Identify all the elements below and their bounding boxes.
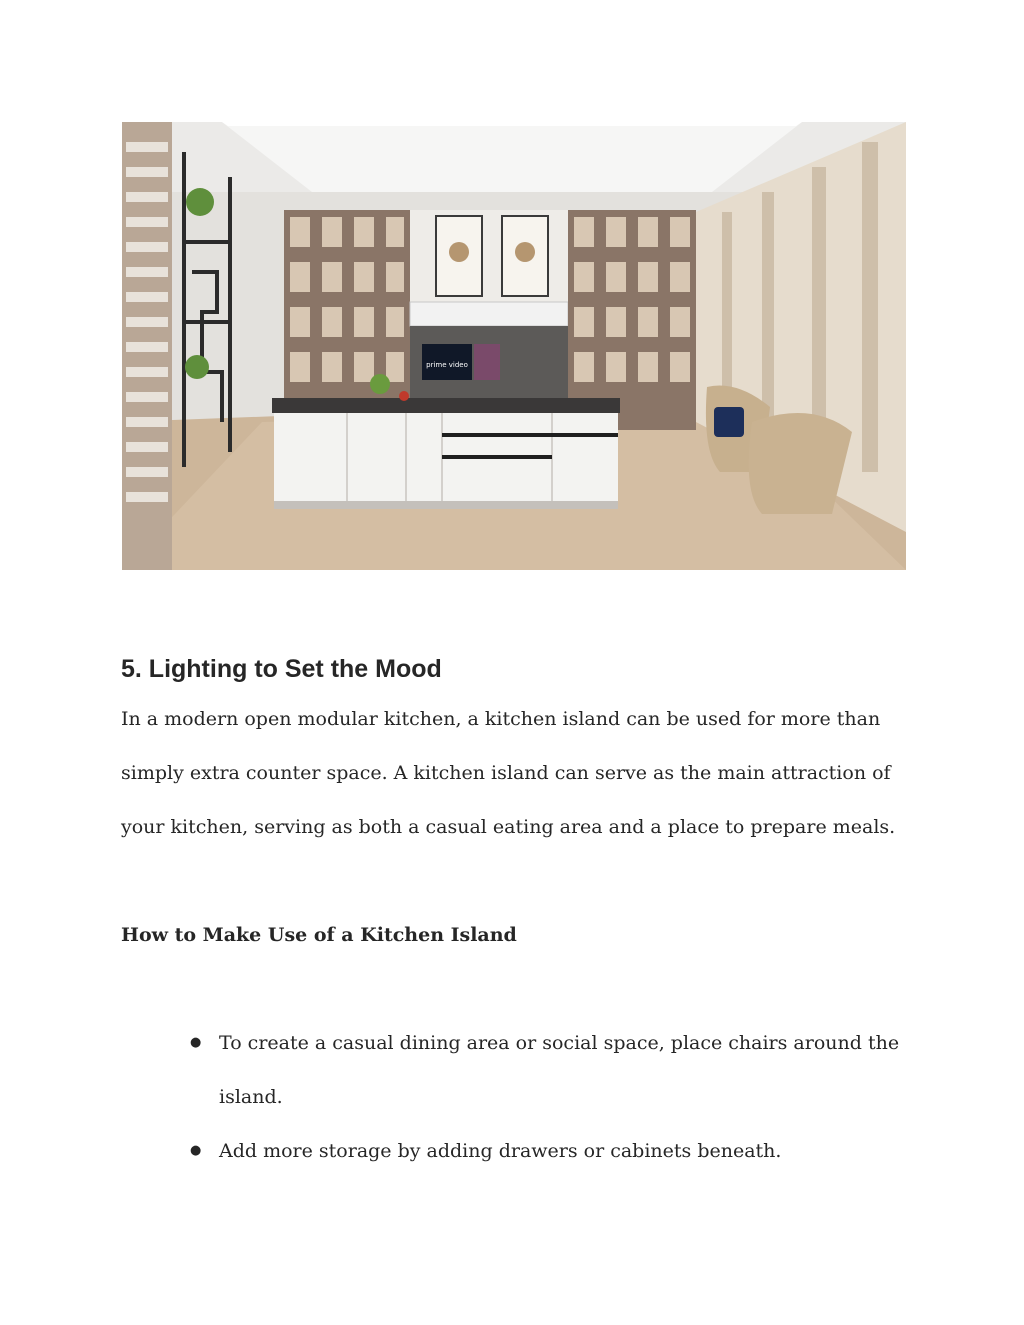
bullet-icon: ● <box>190 1143 202 1158</box>
subheading: How to Make Use of a Kitchen Island <box>121 924 517 946</box>
list-item <box>190 1016 900 1124</box>
list-item-text: Add more storage by adding drawers or cabinets beneath. <box>219 1140 782 1162</box>
kitchen-photo <box>122 122 906 570</box>
section-heading: 5. Lighting to Set the Mood <box>121 655 442 683</box>
list-item <box>190 1124 900 1178</box>
list-item-text: To create a casual dining area or social space, place chairs around the island. <box>219 1032 900 1108</box>
bullet-list <box>190 1016 900 1178</box>
section-paragraph: In a modern open modular kitchen, a kitchen island can be used for more than simply extra counter space. A kitchen island can serve as the main attraction of your kitchen, serving as both a casual eating area and a place to prepare meals. <box>121 708 896 838</box>
tv-label: prime video <box>426 361 468 369</box>
bullet-icon: ● <box>190 1035 202 1050</box>
